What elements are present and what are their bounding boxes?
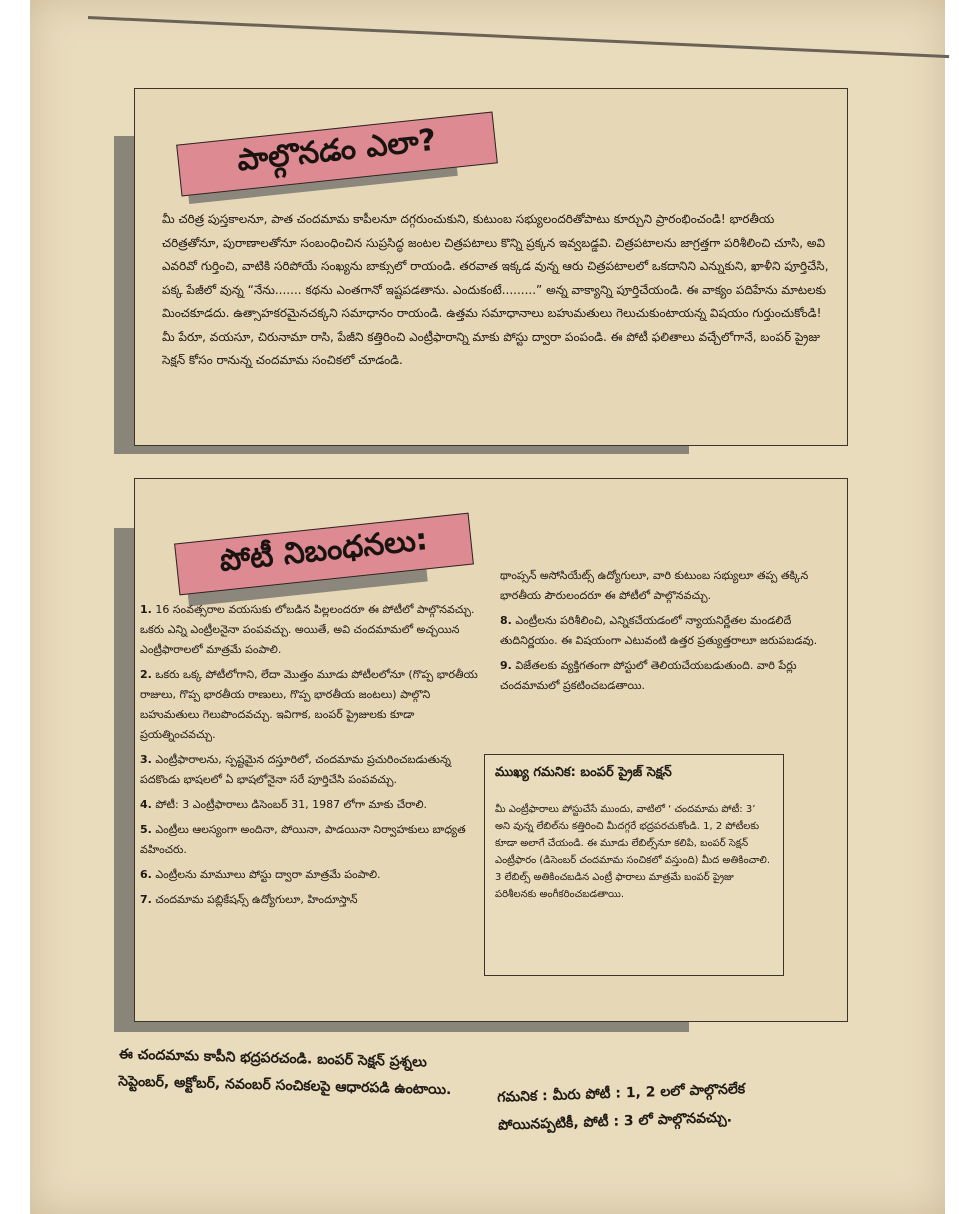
rules-right-column	[500, 566, 838, 746]
rule-5: 5. ఎంట్రీలు ఆలస్యంగా అందినా, పోయినా, పాడయినా నిర్వాహకులు బాధ్యత వహించరు.	[140, 823, 466, 856]
rule-3: 3. ఎంట్రీఫారాలను, స్పష్టమైన దస్తూరిలో, చందమామ ప్రచురించబడుతున్న పదకొండు భాషలలో ఏ భాషలోనైనా సరే పూర్తిచేసి పంపవచ్చు.	[140, 753, 451, 786]
note-title: ముఖ్య గమనిక: బంపర్ ప్రైజ్ సెక్షన్	[495, 765, 672, 780]
section2-title: పోటీ నిబంధనలు:	[217, 522, 430, 579]
rule-9: 9. విజేతలకు వ్యక్తిగతంగా పోస్టులో తెలియచేయబడుతుంది. వారి పేర్లు చందమామలో ప్రకటించబడతాయి.	[500, 659, 797, 692]
rules-left-column	[140, 600, 480, 1015]
rule-6: 6. ఎంట్రీలను మామూలు పోస్టు ద్వారా మాత్రమే పంపాలి.	[140, 868, 381, 881]
rule-7: 7. చందమామ పబ్లికేషన్స్ ఉద్యోగులూ, హిందూస్తాన్	[140, 893, 358, 906]
important-note-box	[484, 754, 784, 976]
rule-7-continuation: థాంప్సన్ అసోసియేట్స్ ఉద్యోగులూ, వారి కుటుంబ సభ్యులూ తప్ప తక్కిన భారతీయ పౌరులందరూ ఈ పోటీలో పాల్గొనవచ్చు.	[500, 569, 809, 602]
note-text: మీ ఎంట్రీఫారాలు పోస్టుచేసే ముందు, వాటిలో ‘ చందమామ పోటీ: 3’ అని వున్న లేబిల్‌ను కత్తిరించి మీదగ్గరే భద్రపరచుకోండి. 1, 2 పోటీలకు కూడా అలాగే చేయండి. ఈ మూడు లేబిల్స్‌నూ కలిపి, బంపర్ సెక్షన్ ఎంట్రీఫారం (డిసెంబర్ చందమామ సంచికలో వస్తుంది) మీద అతికించాలి. 3 లేబిల్స్ అతికించబడిన ఎంట్రీ ఫారాలు మాత్రమే బంపర్ ప్రైజు పరిశీలనకు అంగీకరించబడతాయి.	[495, 804, 771, 900]
section1-body: మీ చరిత్ర పుస్తకాలనూ, పాత చందమామ కాపీలనూ దగ్గరుంచుకుని, కుటుంబ సభ్యులందరితోపాటు కూర్చుని ప్రారంభించండి! భారతీయ చరిత్రతోనూ, పురాణాలతోనూ సంబంధించిన సుప్రసిద్ధ జంటల చిత్రపటాలు కొన్ని ప్రక్కన ఇవ్వబడ్డవి. చిత్రపటాలను జాగ్రత్తగా పరిశీలించి చూసి, అవి ఎవరివో గుర్తించి, వాటికి సరిపోయే సంఖ్యను బాక్సులో రాయండి. తరవాత ఇక్కడ వున్న ఆరు చిత్రపటాలలో ఒకదానిని ఎన్నుకుని, ఖాళీని పూర్తిచేసి, పక్క పేజీలో వున్న “నేను....... కథను ఎంతగానో ఇష్టపడతాను. ఎందుకంటే.........” అన్న వాక్యాన్ని పూర్తిచేయండి. ఈ వాక్యం పదిహేను మాటలకు మించకూడదు. ఉత్సాహకరమైనచక్కని సమాధానం రాయండి. ఉత్తమ సమాధానాలు బహుమతులు గెలుచుకుంటాయన్న విషయం గుర్తుంచుకోండి! మీ పేరూ, వయసూ, చిరునామా రాసి, పేజీని కత్తిరించి ఎంట్రీఫారాన్ని మాకు పోస్టు ద్వారా పంపండి. ఈ పోటీ ఫలితాలు వచ్చేలోగానే, బంపర్ ప్రైజు సెక్షన్ కోసం రానున్న చందమామ సంచికలో చూడండి.	[162, 212, 829, 367]
rule-8: 8. ఎంట్రీలను పరిశీలించి, ఎన్నికచేయడంలో న్యాయనిర్ణేతల మండలిదే తుదినిర్ణయం. ఈ విషయంగా ఎటువంటి ఉత్తర ప్రత్యుత్తరాలూ జరుపబడవు.	[500, 614, 818, 647]
rule-1: 1. 16 సంవత్సరాల వయసుకు లోబడిన పిల్లలందరూ ఈ పోటీలో పాల్గొనవచ్చు. ఒకరు ఎన్ని ఎంట్రీలనైనా పంపవచ్చు. అయితే, అవి చందమామలో అచ్చయిన ఎంట్రీఫారాలలో మాత్రమే పంపాలి.	[140, 603, 475, 656]
footer-keep-copy-note: ఈ చందమామ కాపీని భద్రపరచండి. బంపర్ సెక్షన్ ప్రశ్నలు సెప్టెంబర్, అక్టోబర్, నవంబర్ సంచికలపై ఆధారపడి ఉంటాయి.	[118, 1046, 452, 1099]
footer-participation-note: గమనిక : మీరు పోటీ : 1, 2 లలో పాల్గొనలేక పోయినప్పటికీ, పోటీ : 3 లో పాల్గొనవచ్చు.	[496, 1081, 746, 1134]
rule-2: 2. ఒకరు ఒక్క పోటీలోగాని, లేదా మొత్తం మూడు పోటీలలోనూ (గొప్ప భారతీయ రాజులు, గొప్ప భారతీయ రాణులు, గొప్ప భారతీయ జంటలు) పాల్గొని బహుమతులు గెలుపొందవచ్చు. ఇవిగాక, బంపర్ ప్రైజులకు కూడా ప్రయత్నించవచ్చు.	[140, 668, 478, 741]
section1-title: పాల్గొనడం ఎలా?	[235, 122, 438, 179]
rule-4: 4. పోటీ: 3 ఎంట్రీఫారాలు డిసెంబర్ 31, 1987 లోగా మాకు చేరాలి.	[140, 798, 428, 811]
